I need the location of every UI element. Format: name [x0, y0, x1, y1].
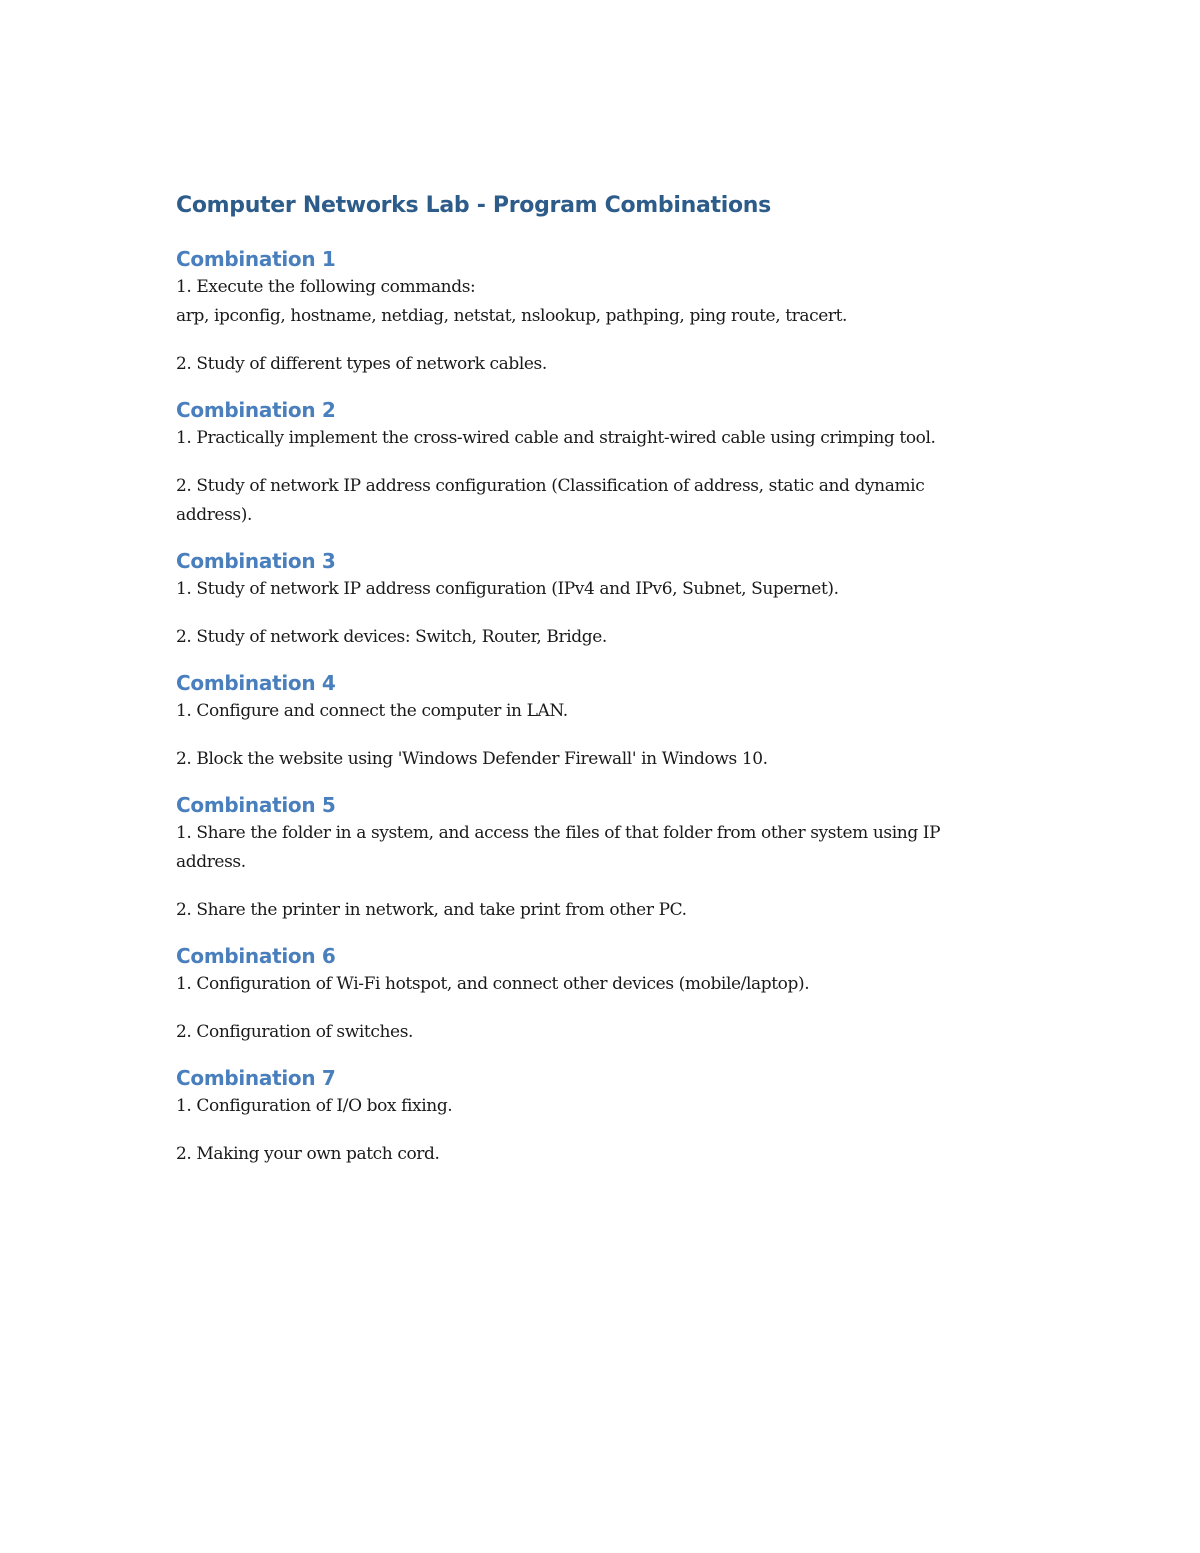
program-item-line: address. [176, 852, 246, 872]
program-item [176, 697, 1036, 726]
program-item-line: 2. Study of network devices: Switch, Router, Bridge. [176, 627, 607, 647]
combination-heading: Combination 4 [176, 671, 336, 695]
combination-section-7 [176, 1064, 1036, 1169]
document-title: Computer Networks Lab - Program Combinations [176, 193, 771, 218]
program-item-line: arp, ipconfig, hostname, netdiag, netstat, nslookup, pathping, ping route, tracert. [176, 306, 848, 326]
program-item [176, 472, 1036, 530]
sections-container [176, 245, 1036, 1169]
program-item [176, 896, 1036, 925]
program-item [176, 970, 1036, 999]
combination-heading: Combination 1 [176, 247, 336, 271]
program-item-line: 1. Configure and connect the computer in LAN. [176, 701, 568, 721]
program-item [176, 1092, 1036, 1121]
program-item-line: 2. Configuration of switches. [176, 1022, 414, 1042]
combination-section-5 [176, 791, 1036, 925]
combination-section-1 [176, 245, 1036, 379]
program-item-line: 1. Execute the following commands: [176, 277, 476, 297]
program-item-line: 2. Block the website using 'Windows Defender Firewall' in Windows 10. [176, 749, 768, 769]
combination-heading: Combination 6 [176, 944, 336, 968]
program-item [176, 424, 1036, 453]
program-item-line: 1. Practically implement the cross-wired cable and straight-wired cable using crimping tool. [176, 428, 936, 448]
combination-section-4 [176, 669, 1036, 774]
combination-heading: Combination 2 [176, 398, 336, 422]
program-item-line: 2. Study of different types of network cables. [176, 354, 547, 374]
combination-section-2 [176, 396, 1036, 530]
combination-section-6 [176, 942, 1036, 1047]
program-item [176, 575, 1036, 604]
program-item [176, 623, 1036, 652]
combination-heading: Combination 7 [176, 1066, 336, 1090]
combination-heading: Combination 5 [176, 793, 336, 817]
program-item [176, 819, 1036, 877]
document-content [176, 190, 1036, 1169]
program-item-line: 1. Share the folder in a system, and access the files of that folder from other system using IP [176, 823, 941, 843]
program-item-line: 2. Making your own patch cord. [176, 1144, 440, 1164]
program-item-line: address). [176, 505, 252, 525]
program-item-line: 1. Configuration of I/O box fixing. [176, 1096, 453, 1116]
program-item [176, 745, 1036, 774]
program-item-line: 2. Share the printer in network, and take print from other PC. [176, 900, 687, 920]
program-item [176, 1018, 1036, 1047]
combination-heading: Combination 3 [176, 549, 336, 573]
program-item-line: 2. Study of network IP address configuration (Classification of address, static and dynamic [176, 476, 925, 496]
combination-section-3 [176, 547, 1036, 652]
program-item-line: 1. Study of network IP address configuration (IPv4 and IPv6, Subnet, Supernet). [176, 579, 839, 599]
program-item-line: 1. Configuration of Wi-Fi hotspot, and connect other devices (mobile/laptop). [176, 974, 810, 994]
program-item [176, 350, 1036, 379]
program-item [176, 273, 1036, 331]
program-item [176, 1140, 1036, 1169]
